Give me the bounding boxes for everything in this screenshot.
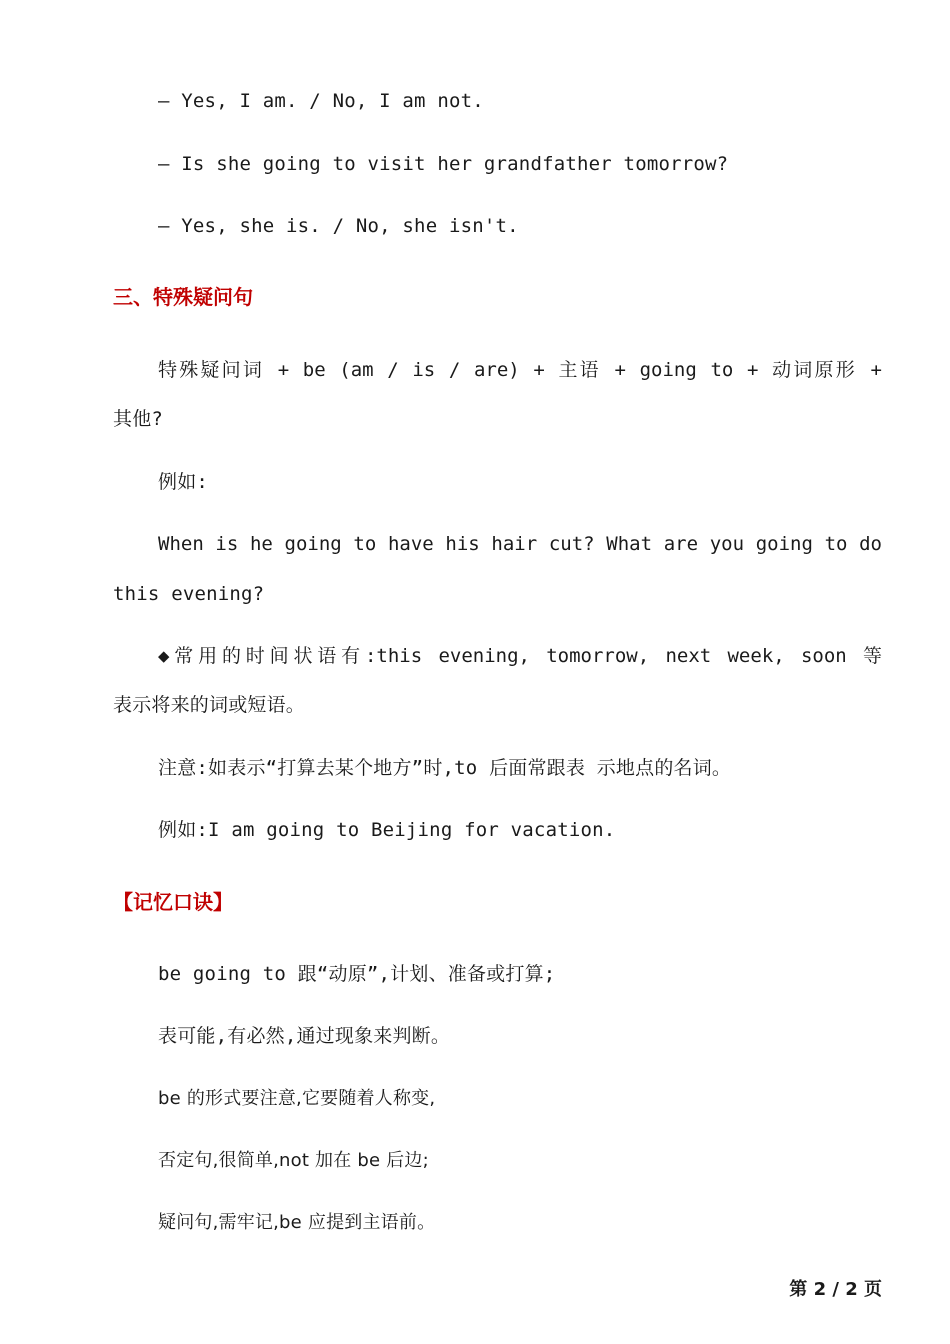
attention-example: 例如:I am going to Beijing for vacation. xyxy=(158,819,616,841)
mnemonic-line-2: 表可能,有必然,通过现象来判断。 xyxy=(158,1025,451,1047)
mnemonic-line-5: 疑问句,需牢记,be 应提到主语前。 xyxy=(158,1212,436,1233)
time-adverbial-note-line-2: 表示将来的词或短语。 xyxy=(113,694,306,716)
dialogue-line-3: — Yes, she is. / No, she isn't. xyxy=(158,215,519,237)
attention-note: 注意:如表示“打算去某个地方”时,to 后面常跟表 示地点的名词。 xyxy=(158,757,732,779)
formula-line-1: 特殊疑问词 + be (am / is / are) + 主语 + going to + 动词原形 + xyxy=(158,359,882,381)
formula-line-2: 其他? xyxy=(113,408,164,430)
section-heading-special-questions: 三、特殊疑问句 xyxy=(113,285,253,309)
mnemonic-line-1: be going to 跟“动原”,计划、准备或打算; xyxy=(158,963,556,985)
mnemonic-heading: 【记忆口诀】 xyxy=(113,890,233,914)
dialogue-line-2: — Is she going to visit her grandfather tomorrow? xyxy=(158,153,729,175)
example-line-2: this evening? xyxy=(113,583,265,605)
page-number: 第 2 / 2 页 xyxy=(789,1279,882,1300)
mnemonic-line-3: be 的形式要注意,它要随着人称变, xyxy=(158,1088,436,1109)
example-line-1: When is he going to have his hair cut? What are you going to do xyxy=(158,533,882,555)
example-label: 例如: xyxy=(158,471,209,493)
mnemonic-line-4: 否定句,很简单,not 加在 be 后边; xyxy=(158,1150,429,1171)
time-adverbial-note-line-1: ◆常用的时间状语有:this evening, tomorrow, next week, soon 等 xyxy=(158,645,882,667)
dialogue-line-1: — Yes, I am. / No, I am not. xyxy=(158,90,484,112)
